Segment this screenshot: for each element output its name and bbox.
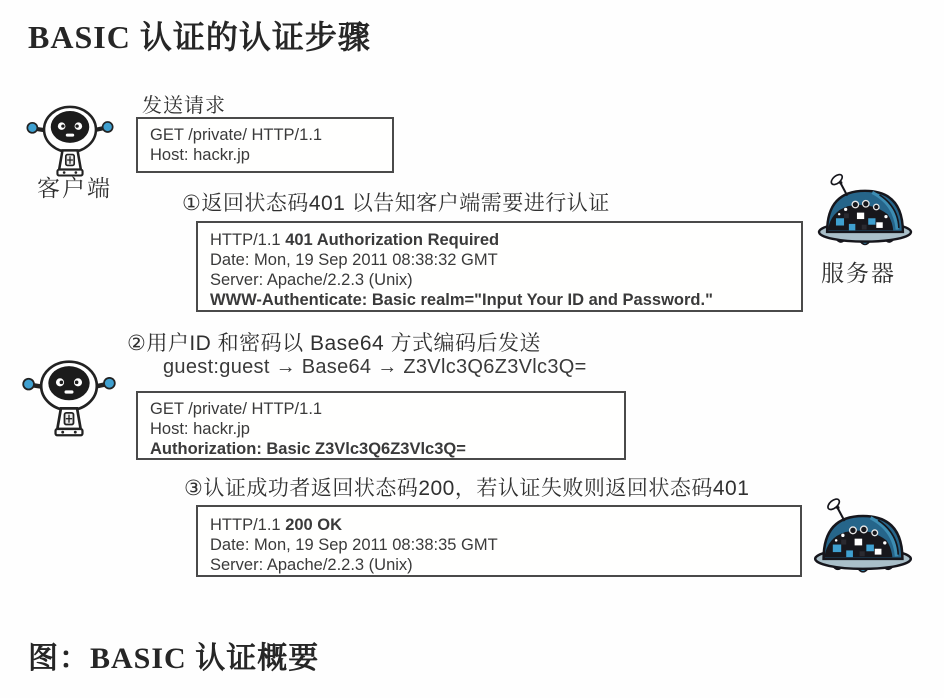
step1-heading: ①返回状态码401 以告知客户端需要进行认证 (182, 192, 610, 215)
server-ufo-robot-icon (815, 166, 915, 256)
step2-heading: ②用户ID 和密码以 Base64 方式编码后发送 (127, 332, 542, 355)
base64-encoding-line: guest:guest → Base64 → Z3Vlc3Q6Z3Vlc3Q= (163, 356, 587, 378)
page-title: BASIC 认证的认证步骤 (28, 19, 371, 55)
server-label: 服务器 (821, 260, 896, 286)
http-request-box-1: GET /private/ HTTP/1.1 Host: hackr.jp (136, 117, 394, 173)
http-response-200-box: HTTP/1.1 200 OK Date: Mon, 19 Sep 2011 08:38:35 GMT Server: Apache/2.2.3 (Unix) (196, 505, 802, 577)
client-label: 客户端 (37, 175, 112, 201)
http-response-401-box: HTTP/1.1 401 Authorization Required Date: Mon, 19 Sep 2011 08:38:32 GMT Server: Apache/2.2.3 (Unix) WWW-Authenticate: Basic realm="Input Your ID and Password." (196, 221, 803, 312)
client-robot-icon (13, 350, 125, 438)
step3-heading: ③认证成功者返回状态码200，若认证失败则返回状态码401 (184, 477, 750, 500)
figure-caption: 图：BASIC 认证概要 (28, 642, 320, 675)
client-robot-icon (12, 96, 128, 178)
send-request-label: 发送请求 (142, 95, 226, 117)
server-ufo-robot-icon (811, 491, 915, 583)
http-request-box-2: GET /private/ HTTP/1.1 Host: hackr.jp Authorization: Basic Z3Vlc3Q6Z3Vlc3Q= (136, 391, 626, 460)
